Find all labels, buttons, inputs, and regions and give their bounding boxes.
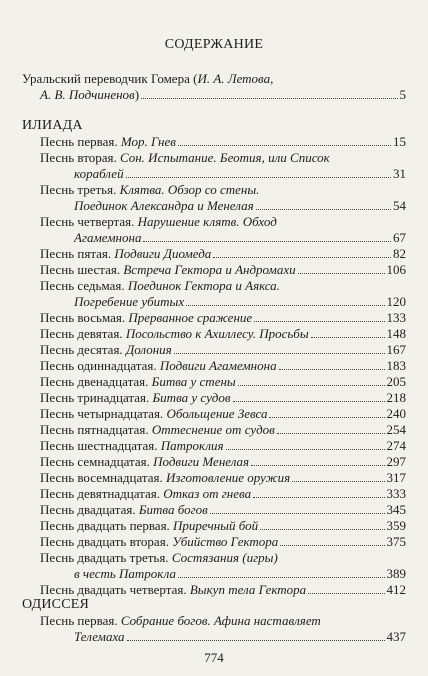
page-number: 774: [204, 650, 224, 665]
leader-dots: [253, 496, 384, 498]
toc-entry-line: [40, 502, 406, 518]
song-subtitle: Поединок Гектора и Аякса.: [127, 278, 280, 293]
leader-dots: [174, 352, 385, 354]
toc-page-number: 297: [386, 454, 406, 469]
song-label: Песнь одиннадцатая.: [40, 358, 160, 373]
leader-dots: [178, 576, 385, 578]
song-subtitle: Обольщение Зевса: [166, 406, 268, 421]
toc-page-number: 106: [386, 262, 406, 277]
leader-dots: [280, 544, 384, 546]
song-subtitle: Изготовление оружия: [166, 470, 291, 485]
song-subtitle: Собрание богов. Афина наставляет: [120, 613, 321, 628]
toc-entry-line: [40, 438, 406, 454]
song-label: Песнь третья.: [40, 182, 120, 197]
toc-page-number: 412: [386, 582, 406, 597]
song-label: Песнь восьмая.: [40, 310, 129, 325]
song-subtitle-cont: Агамемнона: [74, 230, 142, 245]
toc-entry-line: [40, 534, 406, 550]
song-subtitle: Битва у судов: [152, 390, 231, 405]
toc-page-number: 183: [386, 358, 406, 373]
song-label: Песнь первая.: [40, 134, 121, 149]
toc-page-number: 218: [386, 390, 406, 405]
song-subtitle: Клятва. Обзор со стены.: [119, 182, 260, 197]
song-subtitle: Битва богов: [138, 502, 208, 517]
leader-dots: [213, 256, 391, 258]
leader-dots: [238, 384, 385, 386]
toc-page-number: 317: [386, 470, 406, 485]
toc-entry-line: [40, 422, 406, 438]
toc-entry-line: [40, 470, 406, 486]
song-subtitle: Прерванное сражение: [128, 310, 253, 325]
song-label: Песнь вторая.: [40, 150, 120, 165]
leader-dots: [178, 144, 391, 146]
toc-page-number: 333: [386, 486, 406, 501]
toc-entry-line: [40, 246, 406, 262]
song-label: Песнь двадцать вторая.: [40, 534, 173, 549]
toc-page-number: 205: [386, 374, 406, 389]
toc-entry-line: [40, 374, 406, 390]
song-label: Песнь девятая.: [40, 326, 126, 341]
song-subtitle: Оттеснение от судов: [151, 422, 275, 437]
song-subtitle-cont: Поединок Александра и Менелая: [74, 198, 254, 213]
toc-entry-line: [40, 310, 406, 326]
section-heading-iliad: ИЛИАДА: [22, 118, 83, 133]
page-title: СОДЕРЖАНИЕ: [164, 37, 264, 52]
toc-page-number: 274: [386, 438, 406, 453]
toc-entry-line: [74, 230, 406, 246]
song-subtitle: Долония: [125, 342, 172, 357]
song-subtitle-cont: кораблей: [74, 166, 124, 181]
leader-dots: [126, 176, 391, 178]
intro-authors-2: А. В. Подчиненов: [40, 87, 135, 102]
leader-dots: [254, 320, 384, 322]
leader-dots: [233, 400, 385, 402]
toc-entry-line: [40, 390, 406, 406]
toc-entry-line: [0, 613, 428, 629]
song-subtitle: Отказ от гнева: [163, 486, 252, 501]
toc-page-number: 359: [386, 518, 406, 533]
leader-dots: [226, 448, 385, 450]
song-subtitle: Патроклия: [160, 438, 224, 453]
toc-entry-line: [40, 454, 406, 470]
song-label: Песнь двадцать третья.: [40, 550, 172, 565]
leader-dots: [251, 464, 384, 466]
song-label: Песнь пятнадцатая.: [40, 422, 152, 437]
toc-page-number: 167: [386, 342, 406, 357]
toc-page-number: 67: [393, 230, 406, 245]
song-label: Песнь десятая.: [40, 342, 126, 357]
toc-entry-line: [40, 326, 406, 342]
song-subtitle-cont: Погребение убитых: [74, 294, 185, 309]
song-label: Песнь шестая.: [40, 262, 124, 277]
toc-page-number: 31: [393, 166, 406, 181]
song-subtitle: Выкуп тела Гектора: [189, 582, 307, 597]
song-subtitle: Подвиги Агамемнона: [159, 358, 277, 373]
song-subtitle: Приречный бой: [173, 518, 259, 533]
toc-page-number: 345: [386, 502, 406, 517]
toc-entry-line: [0, 278, 428, 294]
song-label: Песнь двадцатая.: [40, 502, 139, 517]
song-label: Песнь шестнадцатая.: [40, 438, 161, 453]
leader-dots: [311, 336, 385, 338]
toc-entry-line: [40, 518, 406, 534]
intro-text: Уральский переводчик Гомера (: [22, 71, 198, 86]
toc-entry-line: [40, 342, 406, 358]
leader-dots: [141, 97, 397, 99]
toc-entry-line: [40, 486, 406, 502]
song-label: Песнь тринадцатая.: [40, 390, 153, 405]
toc-page-number: 120: [386, 294, 406, 309]
song-label: Песнь седьмая.: [40, 278, 128, 293]
toc-entry-line: [74, 198, 406, 214]
song-label: Песнь пятая.: [40, 246, 115, 261]
song-label: Песнь двадцать первая.: [40, 518, 174, 533]
song-subtitle: Встреча Гектора и Андромахи: [123, 262, 296, 277]
toc-entry-line: [0, 214, 428, 230]
toc-page-number: 82: [393, 246, 406, 261]
toc-page-number: 375: [386, 534, 406, 549]
song-subtitle: Сон. Испытание. Беотия, или Список: [119, 150, 330, 165]
song-label: Песнь четырнадцатая.: [40, 406, 167, 421]
song-label: Песнь восемнадцатая.: [40, 470, 167, 485]
toc-page-number: 240: [386, 406, 406, 421]
song-subtitle: Состязания (игры): [171, 550, 278, 565]
song-subtitle: Посольство к Ахиллесу. Просьбы: [125, 326, 309, 341]
toc-entry-line: [74, 294, 406, 310]
toc-page-number: 254: [386, 422, 406, 437]
leader-dots: [256, 208, 391, 210]
leader-dots: [277, 432, 385, 434]
toc-page-number: 389: [386, 566, 406, 581]
toc-entry-line: [74, 566, 406, 582]
song-label: Песнь первая.: [40, 613, 121, 628]
toc-entry-line: [0, 182, 428, 198]
song-label: Песнь двенадцатая.: [40, 374, 152, 389]
leader-dots: [292, 480, 384, 482]
toc-page-number: 54: [393, 198, 406, 213]
section-heading-odyssey: ОДИССЕЯ: [22, 597, 90, 612]
leader-dots: [279, 368, 385, 370]
song-subtitle: Убийство Гектора: [172, 534, 279, 549]
leader-dots: [269, 416, 384, 418]
song-subtitle: Подвиги Менелая: [153, 454, 250, 469]
leader-dots: [308, 592, 384, 594]
toc-entry-line: [74, 166, 406, 182]
song-subtitle: Битва у стены: [151, 374, 236, 389]
toc-page-number: 5: [399, 87, 406, 102]
intro-line-1: [0, 71, 428, 87]
toc-entry-line: [40, 262, 406, 278]
song-subtitle: Подвиги Диомеда: [114, 246, 212, 261]
song-subtitle: Нарушение клятв. Обход: [137, 214, 277, 229]
song-label: Песнь двадцать четвертая.: [40, 582, 190, 597]
toc-entry-line: [40, 582, 406, 598]
song-label: Песнь четвертая.: [40, 214, 138, 229]
intro-authors-1: И. А. Летова,: [197, 71, 274, 86]
song-subtitle: Мор. Гнев: [120, 134, 176, 149]
toc-page-number: 437: [386, 629, 406, 644]
leader-dots: [298, 272, 385, 274]
song-label: Песнь семнадцатая.: [40, 454, 154, 469]
leader-dots: [210, 512, 385, 514]
toc-page-number: 133: [386, 310, 406, 325]
leader-dots: [143, 240, 391, 242]
intro-line-2: А. В. Подчиненов) 5: [40, 87, 406, 102]
toc-entry-line: [40, 358, 406, 374]
toc-entry-line: [0, 150, 428, 166]
leader-dots: [260, 528, 384, 530]
song-subtitle-cont: в честь Патрокла: [74, 566, 176, 581]
song-label: Песнь девятнадцатая.: [40, 486, 164, 501]
toc-entry-line: [74, 629, 406, 645]
toc-entry-line: [40, 134, 406, 150]
toc-entry-line: [0, 550, 428, 566]
leader-dots: [127, 639, 385, 641]
song-subtitle-cont: Телемаха: [74, 629, 125, 644]
leader-dots: [186, 304, 384, 306]
toc-page-number: 148: [386, 326, 406, 341]
toc-page-number: 15: [393, 134, 406, 149]
toc-entry-line: [40, 406, 406, 422]
